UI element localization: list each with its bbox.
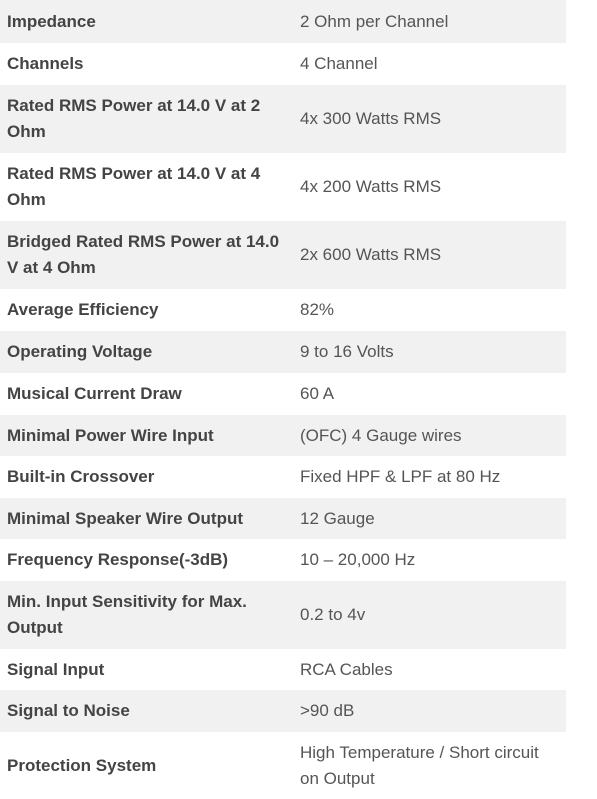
spec-label: Signal Input xyxy=(0,649,293,690)
spec-value: 60 A xyxy=(293,373,566,415)
table-row xyxy=(0,43,566,85)
table-row xyxy=(0,732,566,799)
spec-label: Min. Input Sensitivity for Max. Output xyxy=(0,581,293,649)
table-row xyxy=(0,539,566,581)
spec-value: (OFC) 4 Gauge wires xyxy=(293,415,566,456)
table-row xyxy=(0,649,566,690)
spec-value: 4x 200 Watts RMS xyxy=(293,153,566,221)
spec-value: 9 to 16 Volts xyxy=(293,331,566,373)
table-row xyxy=(0,581,566,649)
spec-label: Signal to Noise xyxy=(0,690,293,732)
spec-label: Rated RMS Power at 14.0 V at 2 Ohm xyxy=(0,85,293,153)
spec-value: RCA Cables xyxy=(293,649,566,690)
spec-label: Average Efficiency xyxy=(0,289,293,331)
spec-value: 4x 300 Watts RMS xyxy=(293,85,566,153)
spec-label: Minimal Power Wire Input xyxy=(0,415,293,456)
table-row xyxy=(0,0,566,43)
spec-value: 12 Gauge xyxy=(293,498,566,539)
spec-label: Impedance xyxy=(0,0,293,43)
spec-value: 2 Ohm per Channel xyxy=(293,0,566,43)
spec-value: Fixed HPF & LPF at 80 Hz xyxy=(293,456,566,498)
spec-value: 82% xyxy=(293,289,566,331)
spec-value: 10 – 20,000 Hz xyxy=(293,539,566,581)
spec-label: Frequency Response(-3dB) xyxy=(0,539,293,581)
spec-value: 0.2 to 4v xyxy=(293,581,566,649)
spec-label: Minimal Speaker Wire Output xyxy=(0,498,293,539)
spec-label: Musical Current Draw xyxy=(0,373,293,415)
spec-value: >90 dB xyxy=(293,690,566,732)
table-row xyxy=(0,331,566,373)
table-row xyxy=(0,456,566,498)
table-row xyxy=(0,153,566,221)
spec-label: Protection System xyxy=(0,732,293,799)
table-row xyxy=(0,690,566,732)
spec-label: Bridged Rated RMS Power at 14.0 V at 4 Ohm xyxy=(0,221,293,289)
table-row xyxy=(0,373,566,415)
spec-value: 2x 600 Watts RMS xyxy=(293,221,566,289)
table-row xyxy=(0,221,566,289)
table-row xyxy=(0,498,566,539)
table-row xyxy=(0,85,566,153)
spec-label: Built-in Crossover xyxy=(0,456,293,498)
spec-value: High Temperature / Short circuit on Output xyxy=(293,732,566,799)
spec-label: Rated RMS Power at 14.0 V at 4 Ohm xyxy=(0,153,293,221)
table-row xyxy=(0,415,566,456)
spec-label: Operating Voltage xyxy=(0,331,293,373)
table-row xyxy=(0,289,566,331)
spec-label: Channels xyxy=(0,43,293,85)
spec-value: 4 Channel xyxy=(293,43,566,85)
